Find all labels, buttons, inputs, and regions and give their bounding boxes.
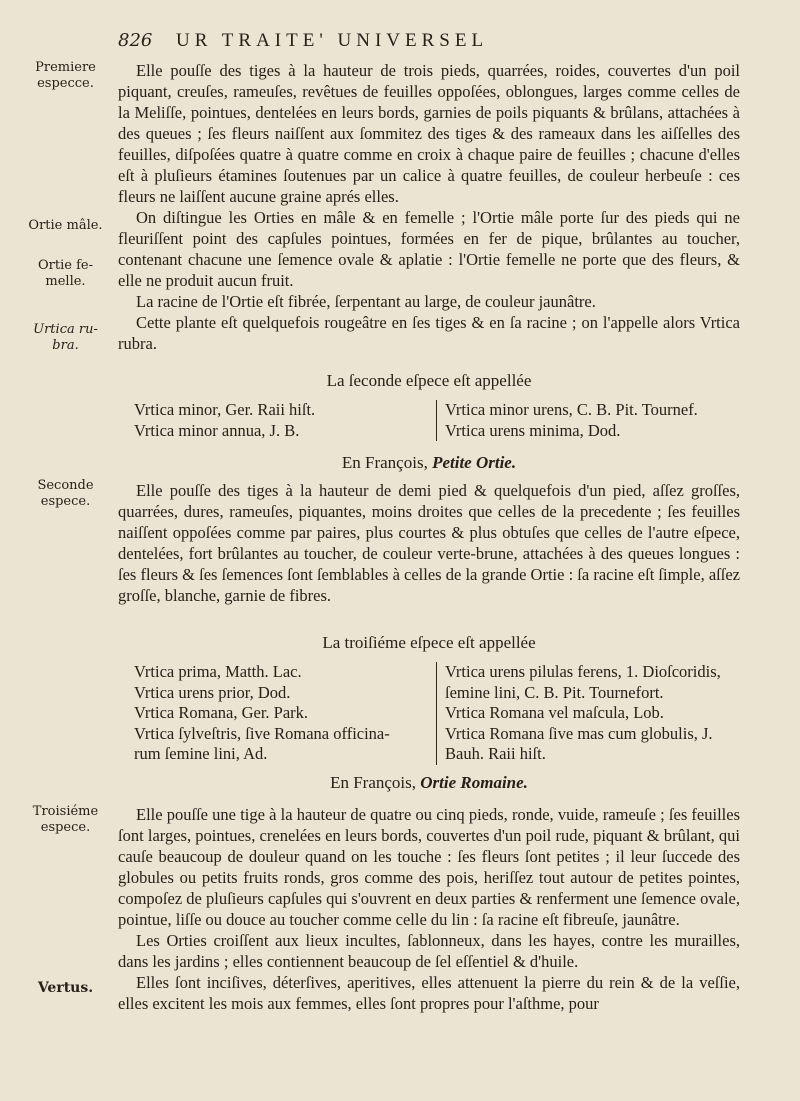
synonyms-right-column: [436, 400, 751, 441]
paragraph-block-3: [118, 804, 740, 1014]
synonym-entry: rum ſemine lini, Ad.: [134, 744, 268, 763]
paragraph-block-2: [118, 480, 740, 606]
synonyms-right-column: [436, 662, 751, 765]
page-number: 826: [118, 30, 153, 51]
running-title: UR TRAITE' UNIVERSEL: [176, 30, 489, 51]
paragraph: Cette plante eſt quelquefois rougeâtre en ſes tiges & en ſa racine ; on l'appelle alors Vrtica rubra.: [118, 313, 740, 353]
heading-second-species: La ſeconde eſpece eſt appellée: [326, 371, 532, 390]
heading-third-species: La troiſiéme eſpece eſt appellée: [322, 633, 536, 652]
heading-plant-name: Petite Ortie.: [432, 453, 517, 472]
margin-note-ortie-femelle: Ortie fe- melle.: [38, 258, 93, 289]
paragraph-block-1: [118, 60, 740, 354]
synonym-entry: Vrtica Romana, Ger. Park.: [134, 703, 309, 722]
page-header: [118, 30, 748, 56]
paragraph: La racine de l'Ortie eſt fibrée, ſerpentant au large, de couleur jaunâtre.: [136, 292, 596, 311]
synonym-entry: Vrtica minor annua, J. B.: [134, 420, 300, 440]
paragraph: On diſtingue les Orties en mâle & en femelle ; l'Ortie mâle porte ſur des pieds qui ne fleuriſſent point des capſules pointues, formées en fer de pique, brûlantes au toucher, contenant chacune une ſemence ovale & aplatie : l'Ortie femelle ne porte que des fleurs, & elle ne produit aucun fruit.: [118, 208, 740, 290]
synonym-entry: Vrtica Romana vel maſcula, Lob.: [445, 703, 664, 722]
heading-prefix: En François,: [330, 773, 416, 792]
synonym-entry: ſemine lini, C. B. Pit. Tournefort.: [445, 682, 664, 702]
synonym-entry: Vrtica urens prior, Dod.: [134, 682, 291, 702]
synonym-entry: Vrtica prima, Matth. Lac.: [134, 662, 302, 681]
margin-note-urtica-rubra: Urtica ru- bra.: [33, 322, 98, 353]
synonym-entry: Vrtica ſylveſtris, ſive Romana officina-: [134, 723, 390, 743]
paragraph: Elle pouſſe des tiges à la hauteur de trois pieds, quarrées, roides, couvertes d'un poil piquant, creuſes, rameuſes, revêtues de feuilles oppoſées, oblongues, larges comme celles de la Meliſſe, pointues, dentelées en leurs bords, garnies de poils piquants & brûlans, attachées à des queues ; ſes fleurs naiſſent aux ſommitez des tiges & des rameaux dans les aiſſelles des feuilles, diſpoſées quatre à quatre comme en croix à chaque paire de feuilles ; chacune d'elles eſt à pluſieurs étamines ſoutenues par un calice à quatre feuilles, de couleur herbeuſe : ces fleurs ne laiſſent aucune graine aprés elles.: [118, 61, 740, 206]
synonym-entry: Vrtica urens pilulas ferens, 1. Dioſcoridis,: [445, 662, 721, 681]
heading-prefix: En François,: [341, 453, 428, 472]
paragraph: Elle pouſſe des tiges à la hauteur de demi pied & quelquefois d'un pied, aſſez groſſes, quarrées, dures, rameuſes, piquantes, moins droites que celles de la precedente ; ſes feuilles naiſſent oppoſées comme par paires, plus courtes & plus obtuſes que celles de l'autre eſpece, dentelées, fort brûlantes au toucher, de couleur verte-brune, attachées à des queues longues : ſes fleurs & ſes ſemences ſont ſemblables à celles de la grande Ortie : ſa racine eſt ſimple, aſſez groſſe, blanche, garnie de fibres.: [118, 481, 740, 605]
margin-note-troisieme: Troisiéme espece.: [32, 804, 99, 835]
paragraph: Les Orties croiſſent aux lieux incultes, ſablonneux, dans les hayes, contre les murailles, dans les jardins ; elles contiennent beaucoup de ſel eſſentiel & d'huile.: [118, 931, 740, 971]
synonyms-third-species: [118, 662, 740, 766]
margin-note-ortie-male: Ortie mâle.: [28, 218, 103, 233]
synonym-entry: Vrtica Romana ſive mas cum globulis, J.: [445, 723, 713, 743]
paragraph: Elles ſont inciſives, déterſives, aperitives, elles attenuent la pierre du rein & de la veſſie, elles excitent les mois aux femmes, elles ſont propres pour l'aſthme, pour: [118, 973, 740, 1013]
margin-note-vertus: Vertus.: [37, 980, 94, 996]
margin-note-premiere: Premiere especce.: [35, 60, 96, 91]
paragraph: Elle pouſſe une tige à la hauteur de quatre ou cinq pieds, ronde, vuide, rameuſe ; ſes feuilles ſont larges, pointues, crenelées en leurs bords, couvertes d'un poil rude, piquant & brûlant, qui cauſe beaucoup de douleur quand on les touche : ſes fleurs ſont petites ; il leur ſuccede des globules ou petits fruits ronds, gros comme des pois, heriſſez tout autour de petites pointes, compoſez de pluſieurs capſules qui s'ouvrent en deux parties & renferment une ſemence ovale, pointue, liſſe ou douce au toucher comme celle du lin : ſa racine eſt fibreuſe, jaunâtre.: [118, 805, 740, 929]
heading-french-name-2: [118, 452, 740, 473]
synonym-entry: Vrtica minor urens, C. B. Pit. Tournef.: [445, 400, 698, 419]
synonym-entry: Vrtica urens minima, Dod.: [445, 420, 621, 440]
synonyms-second-species: [118, 400, 740, 442]
synonym-entry: Bauh. Raii hiſt.: [445, 744, 546, 763]
synonyms-left-column: [134, 662, 424, 765]
synonym-entry: Vrtica minor, Ger. Raii hiſt.: [134, 400, 316, 419]
margin-note-seconde: Seconde espece.: [37, 478, 94, 509]
heading-plant-name: Ortie Romaine.: [420, 773, 528, 792]
heading-french-name-3: [118, 772, 740, 793]
synonyms-left-column: [134, 400, 424, 441]
